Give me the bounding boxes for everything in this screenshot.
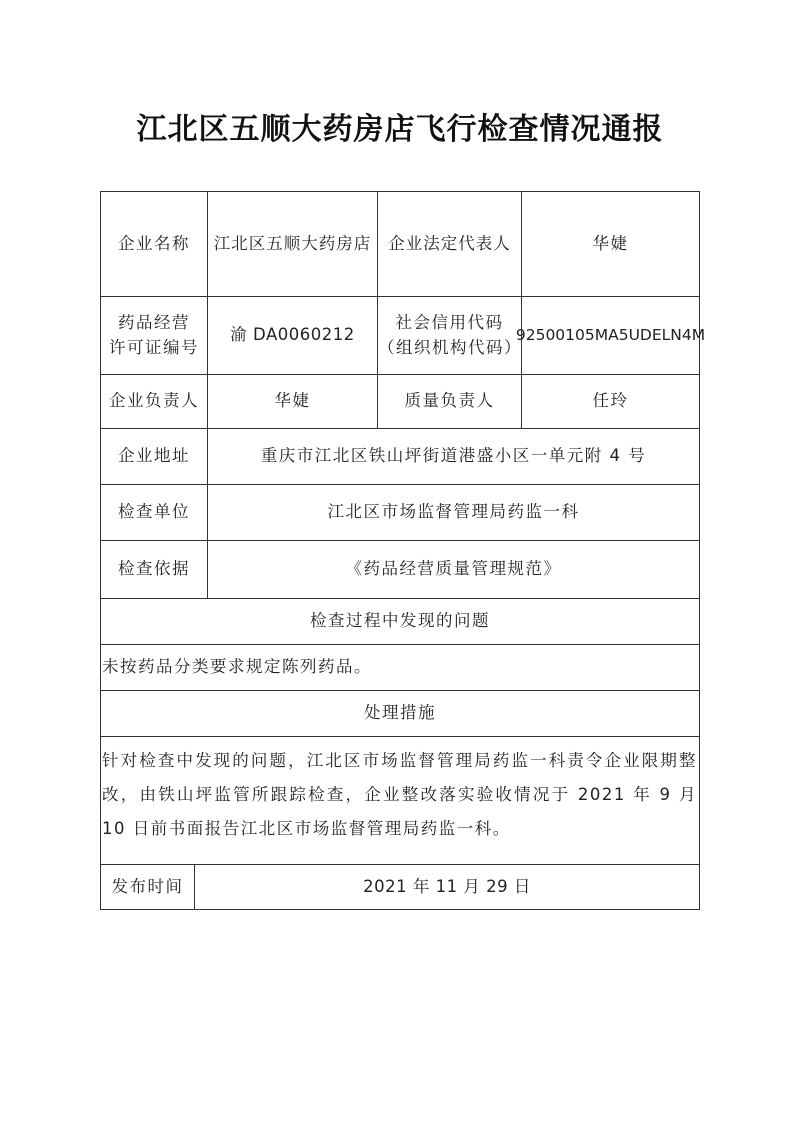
license-label-line1: 药品经营 xyxy=(118,312,190,332)
quality-manager-value: 任玲 xyxy=(522,375,699,429)
address-label: 企业地址 xyxy=(101,429,208,485)
page-title: 江北区五顺大药房店飞行检查情况通报 xyxy=(136,112,664,147)
credit-code-label-line1: 社会信用代码 xyxy=(395,312,504,332)
measures-header: 处理措施 xyxy=(101,691,699,737)
principal-label: 企业负责人 xyxy=(101,375,208,429)
credit-code-label-line2: （组织机构代码） xyxy=(378,337,522,357)
principal-value: 华婕 xyxy=(208,375,378,429)
legal-rep-value: 华婕 xyxy=(522,192,699,297)
measures-content: 针对检查中发现的问题，江北区市场监督管理局药监一科责令企业限期整改，由铁山坪监管所跟踪检查，企业整改落实验收情况于 2021 年 9 月 10 日前书面报告江北区市场监督管理局药监一科。 xyxy=(101,737,699,865)
inspector-label: 检查单位 xyxy=(101,485,208,541)
basis-value: 《药品经营质量管理规范》 xyxy=(208,541,699,599)
license-label-line2: 许可证编号 xyxy=(109,337,199,357)
publish-time-value: 2021 年 11 月 29 日 xyxy=(363,876,531,896)
problems-content: 未按药品分类要求规定陈列药品。 xyxy=(101,645,699,691)
quality-manager-label: 质量负责人 xyxy=(378,375,522,429)
report-table xyxy=(100,191,706,910)
credit-code-value: 92500105MA5UDELN4M xyxy=(522,297,699,375)
enterprise-name-label: 企业名称 xyxy=(101,192,208,297)
credit-code-label xyxy=(378,297,522,375)
license-label xyxy=(101,297,208,375)
publish-time-label: 发布时间 xyxy=(101,865,195,909)
legal-rep-label: 企业法定代表人 xyxy=(378,192,522,297)
problems-header: 检查过程中发现的问题 xyxy=(101,599,699,645)
license-number: 渝 DA0060212 xyxy=(208,297,378,375)
basis-label: 检查依据 xyxy=(101,541,208,599)
address-value: 重庆市江北区铁山坪街道港盛小区一单元附 4 号 xyxy=(208,429,699,485)
inspector-value: 江北区市场监督管理局药监一科 xyxy=(208,485,699,541)
enterprise-name-value: 江北区五顺大药房店 xyxy=(208,192,378,297)
